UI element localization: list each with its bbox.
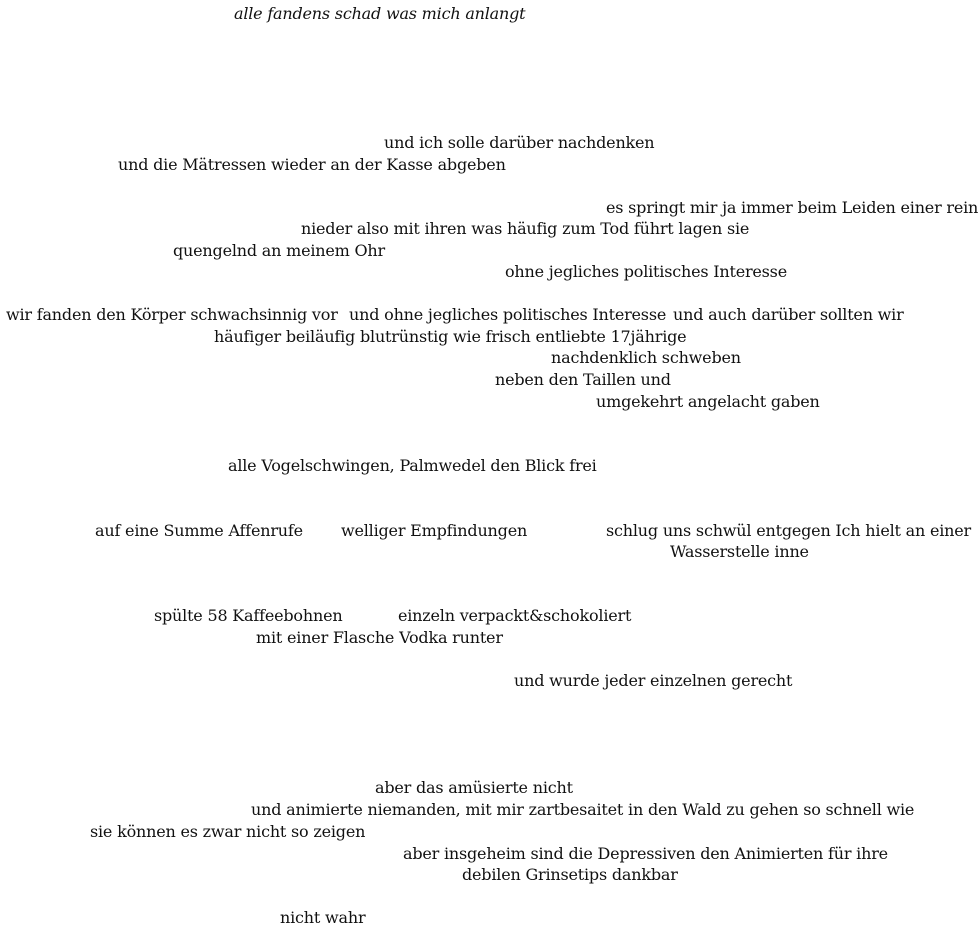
poem-line: sie können es zwar nicht so zeigen xyxy=(90,822,366,841)
poem-line: und wurde jeder einzelnen gerecht xyxy=(514,671,793,690)
poem-line: aber insgeheim sind die Depressiven den Animierten für ihre xyxy=(403,844,888,863)
poem-line: welliger Empfindungen xyxy=(341,521,528,540)
poem-line: schlug uns schwül entgegen Ich hielt an einer xyxy=(606,521,971,540)
poem-line: und ohne jegliches politisches Interesse xyxy=(349,305,667,324)
poem-line: auf eine Summe Affenrufe xyxy=(95,521,303,540)
poem-line: nachdenklich schweben xyxy=(551,348,741,367)
poem-line: quengelnd an meinem Ohr xyxy=(173,241,385,260)
poem-line: umgekehrt angelacht gaben xyxy=(596,392,820,411)
poem-line: nicht wahr xyxy=(280,908,366,927)
poem-line: und ich solle darüber nachdenken xyxy=(384,133,655,152)
poem-title: alle fandens schad was mich anlangt xyxy=(234,4,526,23)
poem-line: nieder also mit ihren was häufig zum Tod führt lagen sie xyxy=(301,219,750,238)
poem-line: ohne jegliches politisches Interesse xyxy=(505,262,787,281)
poem-line: alle Vogelschwingen, Palmwedel den Blick frei xyxy=(228,456,597,475)
poem-line: und die Mätressen wieder an der Kasse abgeben xyxy=(118,155,506,174)
poem-line: und animierte niemanden, mit mir zartbesaitet in den Wald zu gehen so schnell wie xyxy=(251,800,915,819)
poem-line: wir fanden den Körper schwachsinnig vor xyxy=(6,305,338,324)
poem-line: aber das amüsierte nicht xyxy=(375,778,573,797)
poem-line: es springt mir ja immer beim Leiden einer rein xyxy=(606,198,978,217)
poem-line: debilen Grinsetips dankbar xyxy=(462,865,678,884)
poem-line: mit einer Flasche Vodka runter xyxy=(256,628,503,647)
poem-line: einzeln verpackt&schokoliert xyxy=(398,606,632,625)
poem-line: häufiger beiläufig blutrünstig wie frisch entliebte 17jährige xyxy=(214,327,687,346)
poem-line: spülte 58 Kaffeebohnen xyxy=(154,606,343,625)
poem-line: und auch darüber sollten wir xyxy=(673,305,904,324)
poem-line: neben den Taillen und xyxy=(495,370,671,389)
poem-line: Wasserstelle inne xyxy=(670,542,809,561)
